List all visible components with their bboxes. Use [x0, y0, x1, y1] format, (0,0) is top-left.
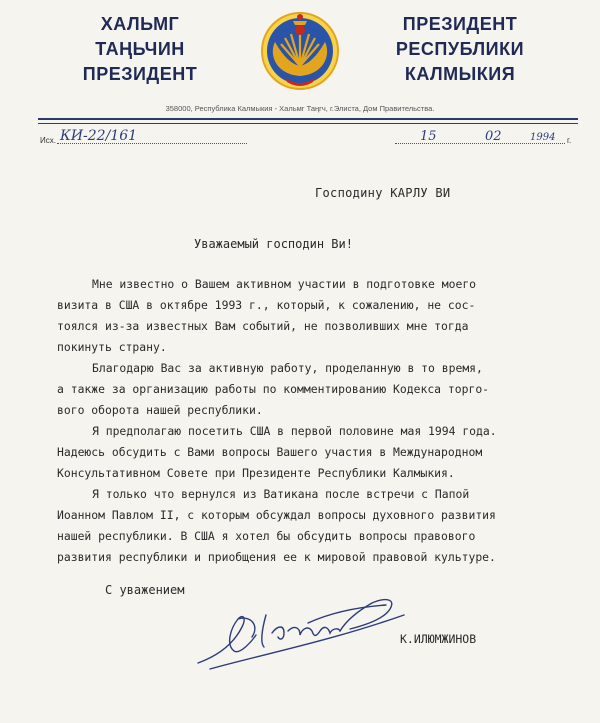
reference-row [40, 128, 585, 150]
reference-number: КИ-22/161 [60, 128, 138, 144]
header-kalmyk-title [40, 12, 240, 87]
header-right-line: КАЛМЫКИЯ [404, 64, 516, 84]
date-year: 1994 [530, 132, 556, 143]
body-line: Надеюсь обсудить с Вами вопросы Вашего участия в Международном [57, 445, 483, 459]
kalmykia-emblem-icon [255, 4, 345, 94]
reference-prefix: Исх. [40, 136, 56, 145]
header-russian-title [360, 12, 560, 87]
letterhead-rule [38, 118, 578, 120]
date-month: 02 [485, 129, 502, 144]
addressee: Господину КАРЛУ ВИ [315, 186, 451, 200]
body-line: Я предполагаю посетить США в первой половине мая 1994 года. [92, 424, 497, 438]
handwritten-signature-icon [190, 585, 420, 675]
body-line: покинуть страну. [57, 340, 167, 354]
header-left-line: ПРЕЗИДЕНТ [82, 64, 198, 84]
header-right-line: РЕСПУБЛИКИ [395, 39, 525, 59]
body-line: тоялся из-за известных Вам событий, не позволивших мне тогда [57, 319, 469, 333]
body-line: Мне известно о Вашем активном участии в подготовке моего [92, 277, 477, 291]
date-day: 15 [420, 129, 437, 144]
header-left-line: ХАЛЬМГ [100, 14, 180, 34]
body-line: развития республики и приобщения ее к мировой правовой культуре. [57, 550, 496, 564]
body-line: Благодарю Вас за активную работу, проделанную в то время, [92, 361, 483, 375]
body-line: вого оборота нашей республики. [57, 403, 263, 417]
salutation: Уважаемый господин Ви! [194, 237, 353, 251]
body-line: Иоанном Павлом II, с которым обсуждал вопросы духовного развития [57, 508, 496, 522]
letterhead-rule [38, 123, 578, 124]
letterhead-address: 358000, Республика Калмыкия - Хальмг Таңгч, г.Элиста, Дом Правительства. [165, 104, 435, 113]
date-year-suffix: г. [567, 136, 572, 145]
signer-name: К.ИЛЮМЖИНОВ [400, 632, 477, 646]
body-line: а также за организацию работы по комментированию Кодекса торго- [57, 382, 490, 396]
body-line: визита в США в октябре 1993 г., который, к сожалению, не сос- [57, 298, 476, 312]
closing: С уважением [105, 583, 185, 597]
header-right-line: ПРЕЗИДЕНТ [402, 14, 518, 34]
body-line: нашей республики. В США я хотел бы обсудить вопросы правового [57, 529, 476, 543]
header-left-line: ТАҢЬЧИН [95, 39, 185, 59]
body-line: Консультативном Совете при Президенте Республики Калмыкия. [57, 466, 455, 480]
body-line: Я только что вернулся из Ватикана после встречи с Папой [92, 487, 470, 501]
